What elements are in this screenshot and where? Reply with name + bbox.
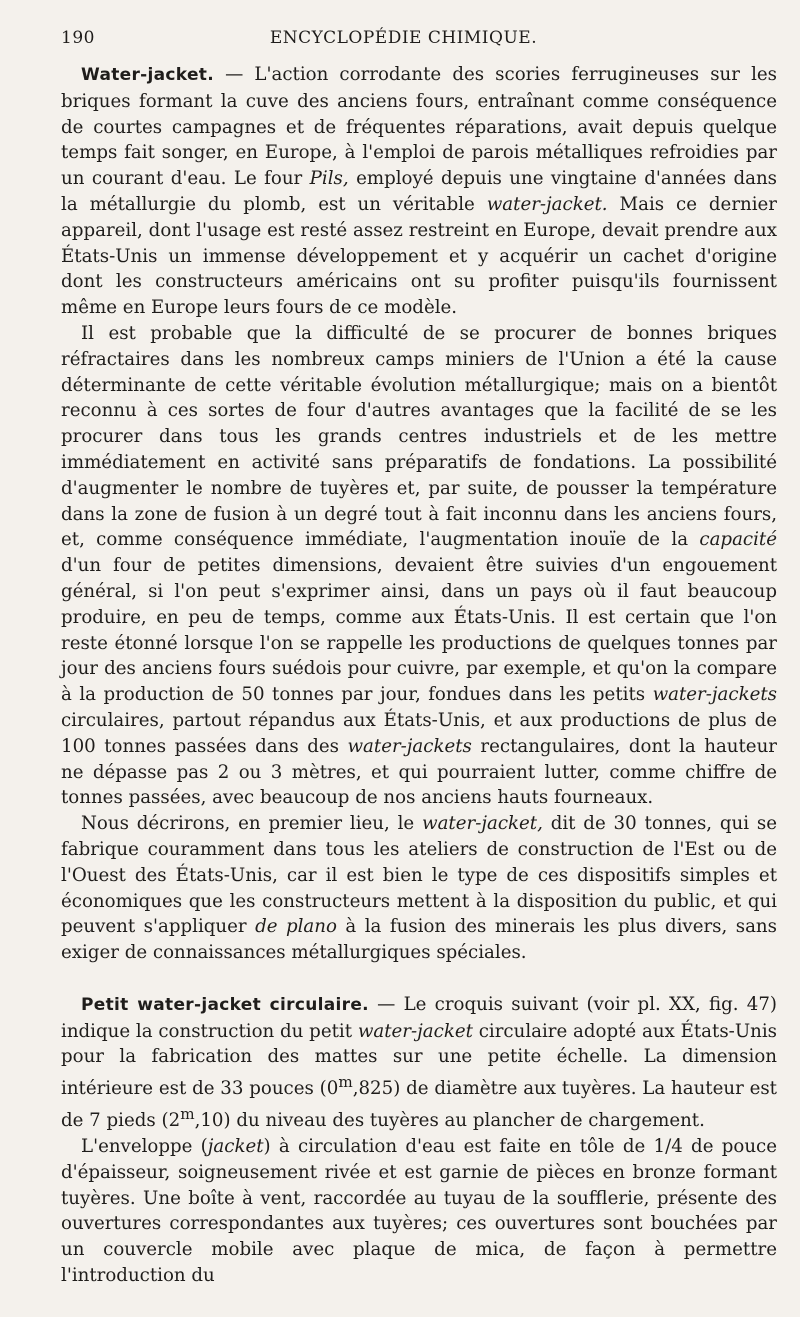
superscript: m — [338, 1073, 353, 1092]
italic-run: water-jackets — [652, 684, 777, 706]
text-run: à la fusion des minerais les plus divers, sans exiger de connaissances métallurgiques spéciales. — [61, 916, 777, 964]
body-text — [61, 62, 777, 1289]
italic-run: water-jacket. — [486, 193, 608, 215]
text-run: — L'action corrodante des scories ferrugineuses sur les briques formant la cuve des anciens fours, entraînant comme conséquence de courtes campagnes et de fréquentes réparations, avait depuis quelque temps fait songer, en Europe, à l'emploi de parois métalliques refroidies par un courant d'eau. Le four — [61, 64, 777, 190]
text-run: d'un four de petites dimensions, devaient être suivies d'un engouement général, si l'on peut s'exprimer ainsi, dans un pays où il faut beaucoup produire, en peu de temps, comme aux États-Unis. Il est certain que l'on reste étonné lorsque l'on se rappelle les productions de quelques tonnes par jour des anciens fours suédois pour cuivre, par exemple, et qu'on la compare à la production de 50 tonnes par jour, fondues dans les petits — [61, 555, 777, 706]
section-spacer — [61, 966, 777, 992]
text-run: ,825) de diamètre aux tuyères. La hauteur est de 7 pieds (2 — [61, 1078, 777, 1132]
text-run: — Le croquis suivant (voir pl. XX, fig. 47) indique la construction du petit — [61, 993, 777, 1042]
superscript: m — [180, 1105, 195, 1124]
text-run: Mais ce dernier appareil, dont l'usage est resté assez restreint en Europe, devait prendre aux États-Unis un immense développement et y acquérir un cachet d'origine dont les constructeurs américains ont su profiter puisqu'ils fournissent même en Europe leurs fours de ce modèle. — [61, 193, 778, 319]
paragraph — [61, 62, 777, 321]
italic-run: de plano — [255, 916, 337, 938]
text-run: ,10) du niveau des tuyères au plancher de chargement. — [194, 1110, 705, 1132]
paragraph — [61, 321, 777, 811]
running-head — [61, 28, 786, 50]
text-run: ) à circulation d'eau est faite en tôle de 1/4 de pouce d'épaisseur, soigneusement rivée et est garnie de pièces en bronze formant tuyères. Une boîte à vent, raccordée au tuyau de la soufflerie, présente des ouvertures correspondantes aux tuyères; ces ouvertures sont bouchées par un couvercle mobile avec plaque de mica, de façon à permettre l'introduction du — [61, 1136, 777, 1286]
running-title: ENCYCLOPÉDIE CHIMIQUE. — [269, 28, 538, 48]
text-run: circulaires, partout répandus aux États-Unis, et aux productions de plus de 100 tonnes passées dans des — [61, 709, 777, 757]
text-run: L'enveloppe ( — [81, 1136, 208, 1157]
italic-run: capacité — [699, 529, 777, 551]
section-heading-water-jacket: Water-jacket. — [81, 65, 214, 85]
italic-run: Pils, — [309, 168, 349, 190]
text-run: Nous décrirons, en premier lieu, le — [81, 813, 423, 835]
page-number: 190 — [61, 28, 95, 48]
italic-run: water-jacket, — [422, 813, 543, 835]
section-heading-petit-water-jacket: Petit water-jacket circulaire. — [81, 994, 369, 1015]
paragraph — [61, 992, 777, 1134]
italic-run: water-jacket — [357, 1020, 473, 1042]
paragraph — [61, 1134, 777, 1289]
text-run: dit de 30 tonnes, qui se fabrique couramment dans tous les ateliers de construction de l'Est ou de l'Ouest des États-Unis, car il est bien le type de ces dispositifs simples et économiques que les constructeurs mettent à la disposition du public, et qui peuvent s'appliquer — [61, 813, 777, 938]
italic-run: jacket — [207, 1136, 264, 1157]
text-run: circulaire adopté aux États-Unis pour la fabrication des mattes sur une petite échelle. La dimension intérieure est de 33 pouces (0 — [61, 1020, 778, 1100]
text-run: employé depuis une vingtaine d'années dans la métallurgie du plomb, est un véritable — [61, 168, 777, 215]
italic-run: water-jackets — [347, 735, 472, 757]
paragraph — [61, 811, 777, 966]
text-run: rectangulaires, dont la hauteur ne dépasse pas 2 ou 3 mètres, et qui pourraient lutter, comme chiffre de tonnes passées, avec beaucoup de nos anciens hauts fourneaux. — [61, 735, 777, 809]
text-run: Il est probable que la difficulté de se procurer de bonnes briques réfractaires dans les nombreux camps miniers de l'Union a été la cause déterminante de cette véritable évolution métallurgique; mais on a bientôt reconnu à ces sortes de four d'autres avantages que la facilité de se les procurer dans tous les grands centres industriels et de les mettre immédiatement en activité sans préparatifs de fondations. La possibilité d'augmenter le nombre de tuyères et, par suite, de pousser la température dans la zone de fusion à un degré tout à fait inconnu dans les anciens fours, et, comme conséquence immédiate, l'augmentation inouïe de la — [61, 322, 777, 551]
